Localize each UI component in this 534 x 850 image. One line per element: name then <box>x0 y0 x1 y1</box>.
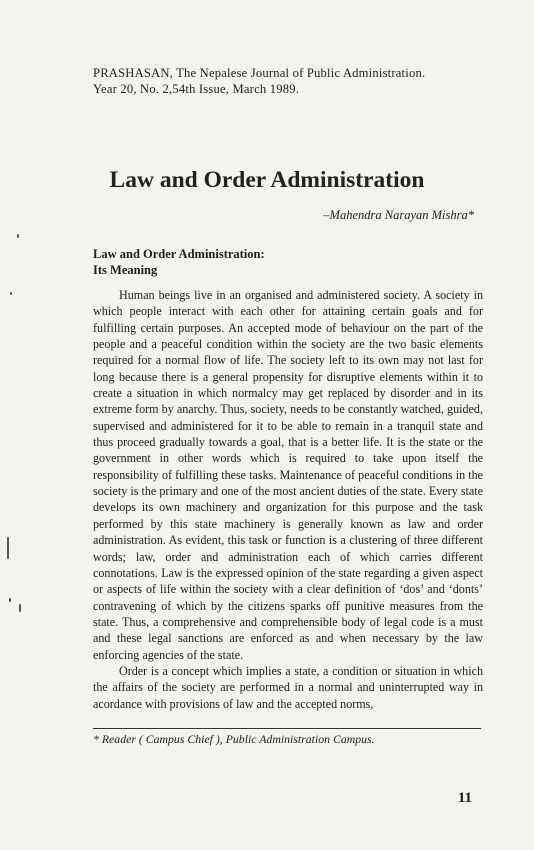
scan-mark <box>17 234 19 238</box>
footnote-divider <box>93 728 481 729</box>
article-body <box>93 287 483 712</box>
section-heading-line-2: Its Meaning <box>93 263 158 277</box>
article-author: –Mahendra Narayan Mishra* <box>323 208 474 222</box>
journal-header <box>93 65 425 97</box>
footnote: * Reader ( Campus Chief ), Public Administration Campus. <box>93 732 375 746</box>
scan-mark <box>19 604 21 612</box>
journal-title-line: PRASHASAN, The Nepalese Journal of Public Administration. <box>93 66 426 80</box>
section-heading-line-1: Law and Order Administration: <box>93 247 265 261</box>
section-heading <box>93 246 265 278</box>
page-number: 11 <box>457 790 472 806</box>
scan-mark <box>7 537 9 559</box>
article-title: Law and Order Administration <box>109 167 425 193</box>
scan-mark <box>10 292 12 295</box>
body-paragraph-2: Order is a concept which implies a state, a condition or situation in which the affairs of the society are performed in a normal and uninterrupted way in acordance with provisions of law and the accepted norms, <box>93 663 483 711</box>
journal-issue-line: Year 20, No. 2,54th Issue, March 1989. <box>93 82 300 96</box>
scan-mark <box>9 598 11 602</box>
body-paragraph-1: Human beings live in an organised and administered society. A society in which people interact with each other for attaining certain goals and for fulfilling certain purposes. An accepted mode of behaviour on the part of the people and a peaceful condition within the society are the two basic elements required for a normal flow of life. The society left to its own may not last for long because there is a general propensity for disruptive elements within it to create a situation in which normalcy may get replaced by disorder and in its extreme form by anarchy. Thus, society, needs to be constantly watched, guided, supervised and administered for it to be able to remain in a tranquil state and thus proceed gradually towards a goal, that is a better life. It is the state or the government in other words which is required to take upon itself the responsibility of fulfilling these tasks. Maintenance of peaceful conditions in the society is the primary and one of the most ancient duties of the state. Every state develops its own machinery and organization for this purpose and the task performed by this state machinery is generally known as law and order administration. As evident, this task or function is a clustering of three different words; law, order and administration each of which carries different connotations. Law is the expressed opinion of the state regarding a given aspect or aspects of life within the society with a clear definition of ‘dos’ and ‘donts’ contravening of which by the citizens sparks off punitive measures from the state. Thus, a comprehensive and comprehensible body of legal code is a must and these legal sanctions are enforced as and when necessary by the law enforcing agencies of the state. <box>93 288 483 662</box>
